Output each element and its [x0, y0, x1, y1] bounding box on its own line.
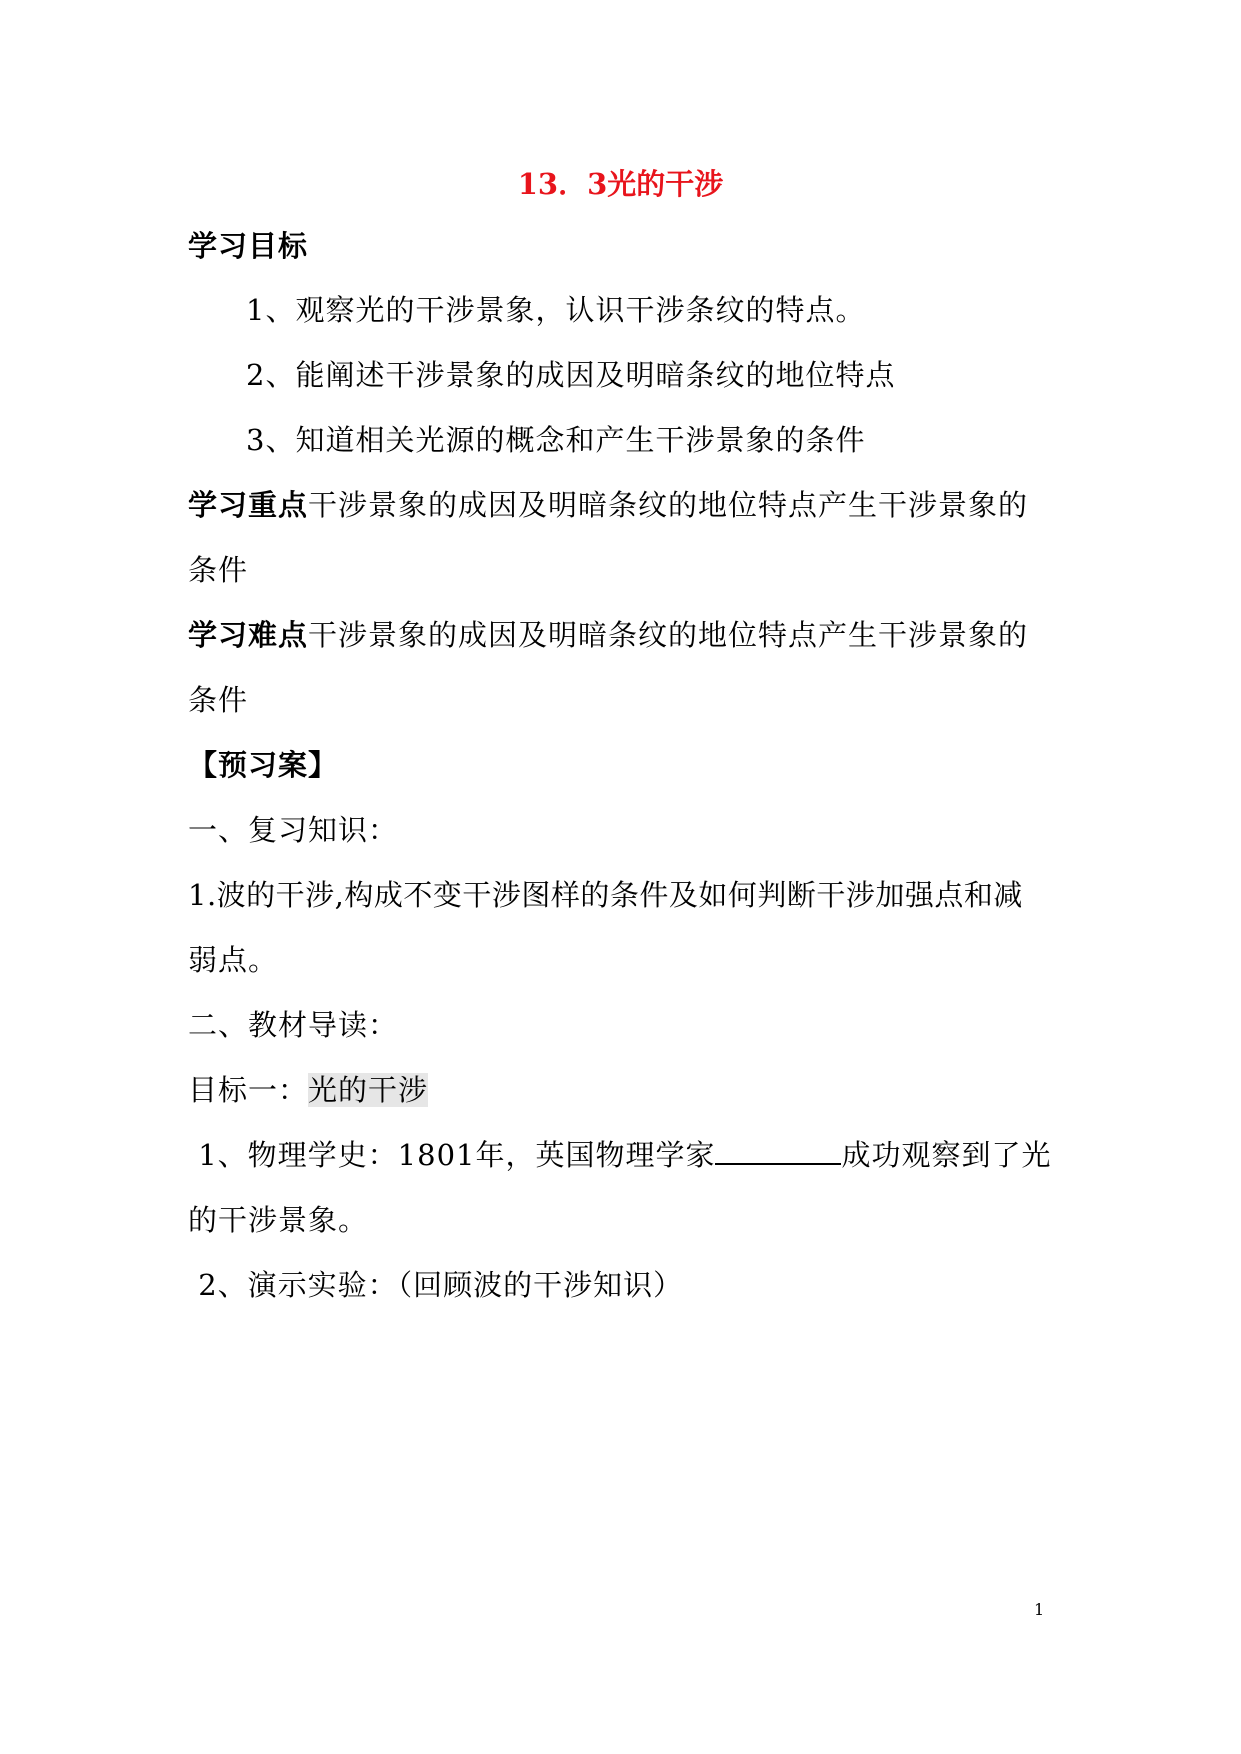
key-points-text: 干涉景象的成因及明暗条纹的地位特点产生干涉景象的: [308, 488, 1029, 522]
goal-prefix: 目标一：: [188, 1073, 309, 1107]
history-line2: 的干涉景象。: [188, 1203, 369, 1237]
objective-item-1: 1、观察光的干涉景象，认识干涉条纹的特点。: [246, 293, 866, 327]
preview-heading: 【预习案】: [188, 748, 339, 782]
goal-one: [188, 1070, 428, 1110]
key-points-label: 学习重点: [188, 488, 309, 522]
answer-blank: [715, 1137, 841, 1165]
difficulties-label: 学习难点: [188, 618, 309, 652]
difficulties-line1: [188, 615, 1028, 655]
difficulties-line2: 条件: [188, 683, 249, 717]
objective-item-2: 2、能阐述干涉景象的成因及明暗条纹的地位特点: [246, 358, 896, 392]
review-title: 一、复习知识：: [188, 813, 399, 847]
page-title: 13．3光的干涉: [517, 167, 724, 201]
review-item-line2: 弱点。: [188, 943, 279, 977]
key-points-line2: 条件: [188, 553, 249, 587]
difficulties-text: 干涉景象的成因及明暗条纹的地位特点产生干涉景象的: [308, 618, 1029, 652]
objective-item-3: 3、知道相关光源的概念和产生干涉景象的条件: [246, 423, 866, 457]
page-number: 1: [1034, 1600, 1045, 1619]
key-points-line1: [188, 485, 1028, 525]
objectives-heading: 学习目标: [188, 229, 309, 263]
goal-text: 光的干涉: [308, 1073, 429, 1107]
experiment-line: 2、演示实验：（回顾波的干涉知识）: [188, 1268, 684, 1302]
history-line1: [188, 1135, 1052, 1175]
guide-title: 二、教材导读：: [188, 1008, 399, 1042]
history-before: 1、物理学史：1801年，英国物理学家: [188, 1138, 716, 1172]
review-item-line1: 1.波的干涉,构成不变干涉图样的条件及如何判断干涉加强点和减: [188, 878, 1023, 912]
history-after: 成功观察到了光: [841, 1138, 1052, 1172]
